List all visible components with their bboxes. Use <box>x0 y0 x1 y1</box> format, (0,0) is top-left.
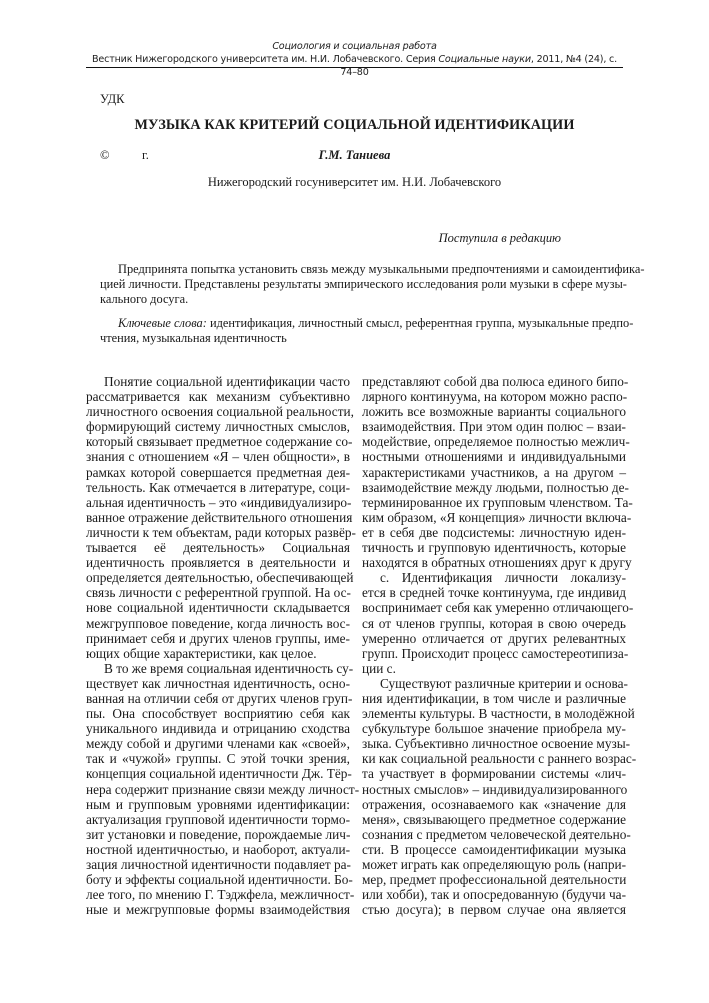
body-text-line: рамках которой совершается предметная дея- <box>86 464 350 480</box>
body-text-line: боту и эффекты социальной идентичности. Бо- <box>86 872 353 888</box>
abstract-line: кального досуга. <box>100 292 189 307</box>
body-text-line: нове социальной идентичности складывается <box>86 600 350 616</box>
body-text-line: представляют собой два полюса единого бипо- <box>362 374 629 389</box>
body-text-line: меня», связывающего предметное содержание <box>362 811 626 827</box>
body-text-line: альная идентичность – это «индивидуализиро- <box>86 494 352 510</box>
body-text-line: определяется деятельностью, обеспечивающей <box>86 570 354 586</box>
body-text-line: терминированное их групповым членством. Та- <box>362 494 633 510</box>
body-text-line: модействие, определяемое полностью межлич- <box>362 434 630 450</box>
body-text-line: ет в себя две подсистемы: личностную иден- <box>362 524 626 540</box>
keywords-line <box>100 316 634 331</box>
body-text-line: межгрупповое поведение, когда личность вос- <box>86 615 350 631</box>
udk-label: УДК <box>100 92 125 106</box>
body-text-line: личностного освоения социальной реальности, <box>86 404 354 420</box>
body-text-line: принимает себя и других членов группы, име- <box>86 630 350 646</box>
body-text-line: так и «чужой» группы. С этой точки зрения, <box>86 751 350 767</box>
body-text-line: пы. Она способствует восприятию себя как <box>86 706 350 722</box>
abstract-line: Предпринята попытка установить связь между музыкальными предпочтениями и самоидентифика- <box>118 262 645 276</box>
body-text-line: может играть как определяющую роль (напри- <box>362 857 627 872</box>
body-text-line: воспринимает себя как умеренно отличающего- <box>362 600 634 616</box>
body-text-line: лее того, по мнению Г. Тэджфела, межличност- <box>86 887 355 903</box>
affiliation: Нижегородский госуниверситет им. Н.И. Лобачевского <box>207 175 502 189</box>
journal-series: Социальные науки <box>438 54 531 65</box>
body-text-line: нера содержит признание связи между личност- <box>86 781 360 797</box>
body-text-line: ные и межгрупповые формы взаимодействия <box>86 902 350 918</box>
body-text-line: зыка. Субъективно личностное освоение музы- <box>362 736 631 752</box>
keywords-text: идентификация, личностный смысл, референтная группа, музыкальные предпо- <box>206 316 634 330</box>
body-text-line: зация личностной идентичности подавляет ра- <box>86 857 351 872</box>
body-text-line: актуализация групповой идентичности тормо- <box>86 811 350 827</box>
body-text-line: та участвует в формировании системы «лич- <box>362 766 626 782</box>
body-text-line: с. Идентификация личности локализу- <box>380 570 626 586</box>
body-text-line: отражения, осознаваемого как «значение для <box>362 796 626 812</box>
body-text-line: элементы культуры. В частности, в молодёжной <box>362 706 635 722</box>
body-text-line: тельность. Как отмечается в литературе, соци- <box>86 479 350 495</box>
body-text-line: ностной идентичностью, и наоборот, актуали- <box>86 841 350 857</box>
body-text-line: взаимодействия. При этом один полюс – взаи- <box>362 419 626 435</box>
keywords-label: Ключевые слова: <box>118 316 207 330</box>
body-text-line: концепция социальной идентичности Дж. Тёр- <box>86 766 352 782</box>
body-text-line: формирующий систему личностных смыслов, <box>86 419 350 435</box>
body-text-line: ким образом, «Я концепция» личности включа- <box>362 509 632 525</box>
body-text-line: стью досуга); в первом случае она является <box>362 902 626 918</box>
body-text-line: сти. В процессе самоидентификации музыка <box>362 841 626 857</box>
body-text-line: ния идентификации, в том числе и различные <box>362 690 626 706</box>
body-text-line: лярного континуума, на котором можно распо- <box>362 389 628 405</box>
body-text-line: мер, предмет профессиональной деятельности <box>362 872 627 888</box>
body-text-line: ложить все возможные варианты социального <box>362 404 626 420</box>
body-text-line: взаимодействие между людьми, полностью де- <box>362 479 629 495</box>
body-text-line: тичность и групповую идентичность, которые <box>362 540 626 556</box>
copyright-icon: © <box>100 148 110 162</box>
running-header <box>86 40 623 79</box>
body-text-line: который связывает предметное содержание со- <box>86 434 353 450</box>
abstract-line: цией личности. Представлены результаты эмпирического исследования роли музыки в сфере музы- <box>100 277 627 292</box>
section-name: Социология и социальная работа <box>272 41 437 52</box>
body-text-line: личности к тем объектам, ради которых развёр- <box>86 524 356 540</box>
body-text-line: или хобби), так и опосредованную (будучи ча- <box>362 887 626 903</box>
copyright-year: г. <box>142 148 149 162</box>
body-text-line: ся от членов группы, которая в свою очередь <box>362 615 626 631</box>
body-text-line: идентичность проявляется в деятельности и <box>86 555 350 571</box>
body-text-line: характеристиками участников, а на другом – <box>362 464 626 480</box>
body-text-line: субкультуре большое значение приобрела му- <box>362 721 626 737</box>
journal-issue: , 2011, №4 (24), с. 74–80 <box>340 54 617 78</box>
body-text-line: В то же время социальная идентичность су- <box>104 660 354 676</box>
keywords-line: чтения, музыкальная идентичность <box>100 331 287 346</box>
body-text-line: рассматривается как механизм субъективно <box>86 389 350 405</box>
body-text-line: ции с. <box>362 660 396 676</box>
body-text-line: групп. Происходит процесс самостереотипиза- <box>362 645 629 661</box>
body-text-line: находятся в обратных отношениях друг к другу <box>362 555 632 571</box>
author-name: Г.М. Таниева <box>318 148 391 162</box>
body-text-line: между собой и другими членами как «своей», <box>86 736 350 752</box>
received-note: Поступила в редакцию <box>438 231 561 245</box>
keywords <box>100 316 634 346</box>
body-text-line: ванное отражение действительного отношения <box>86 509 353 525</box>
body-text-line: тывается её деятельность» Социальная <box>86 540 350 556</box>
body-text-line: ным и групповым уровнями идентификации: <box>86 796 350 812</box>
body-text-line: уникального индивида и отрицанию сходства <box>86 721 350 737</box>
journal-citation <box>86 53 623 79</box>
body-text-line: ки как социальной реальности с раннего возрас- <box>362 751 637 767</box>
body-text-line: ющих общие характеристики, как целое. <box>86 645 317 661</box>
journal-name: Вестник Нижегородского университета им. Н.И. Лобачевского. Серия <box>92 54 439 65</box>
body-text-line: умеренно отличается от других релевантных <box>362 630 626 646</box>
body-text-line: ется в средней точке континуума, где индивид <box>362 585 626 601</box>
body-text-line: ванная на отличии себя от других членов груп- <box>86 690 353 706</box>
article-title: МУЗЫКА КАК КРИТЕРИЙ СОЦИАЛЬНОЙ ИДЕНТИФИКАЦИИ <box>134 117 575 133</box>
body-text-line: связь личности с референтной группой. На ос- <box>86 585 351 601</box>
body-text-line: ществует как личностная идентичность, осно- <box>86 675 350 691</box>
body-column-left <box>86 374 360 918</box>
body-text-line: зит установки и поведение, порождаемые лич- <box>86 826 351 842</box>
body-column-right <box>362 374 637 918</box>
abstract <box>100 262 645 307</box>
body-text-line: Существуют различные критерии и основа- <box>380 675 628 691</box>
body-text-line: знания с отношением «Я – член общности», в <box>86 449 350 465</box>
header-divider <box>86 67 623 68</box>
body-text-line: сознания с предметом человеческой деятельно- <box>362 826 631 842</box>
body-text-line: Понятие социальной идентификации часто <box>104 374 350 389</box>
body-text-line: ностными отношениями и индивидуальными <box>362 449 626 465</box>
body-text-line: ностных смыслов» – индивидуализированного <box>362 781 628 797</box>
